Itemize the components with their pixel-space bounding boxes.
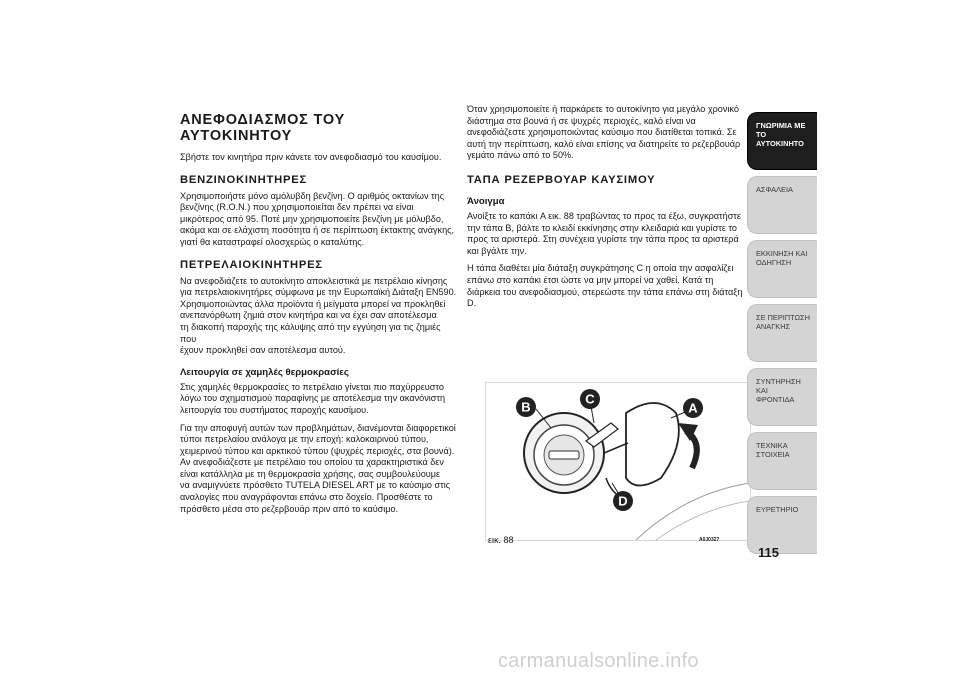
opening-paragraph-2: Η τάπα διαθέτει μία διάταξη συγκράτησης C η οποία την ασφαλίζει επάνω στο καπάκι έτσι ώστε να μην μπορεί να χαθεί. Κατά τη διάρκεια του ανεφοδιασμού, στερεώστε την τάπα επάνω στη διάταξη D. [467, 263, 743, 309]
fuel-cap-illustration [486, 383, 750, 540]
tab-safety[interactable]: ΑΣΦΑΛΕΙΑ [747, 176, 817, 234]
fuel-cap-figure [485, 382, 751, 541]
figure-caption: εικ. 88 [488, 535, 514, 545]
tab-starting-driving[interactable]: ΕΚΚΙΝΗΣΗ ΚΑΙ ΟΔΗΓΗΣΗ [747, 240, 817, 298]
tab-index[interactable]: ΕΥΡΕΤΗΡΙΟ [747, 496, 817, 554]
label-b: B [521, 399, 531, 415]
opening-paragraph-1: Ανοίξτε το καπάκι A εικ. 88 τραβώντας το προς τα έξω, συγκρατήστε την τάπα B, βάλτε το κλειδί εκκίνησης στην κλειδαριά και γυρίστε το προς τα αριστερά. Στη συνέχεια γυρίστε την τάπα προς τα αριστερά και βγάλτε την. [467, 210, 741, 256]
diesel-paragraph: Να ανεφοδιάζετε το αυτοκίνητο αποκλειστικά με πετρέλαιο κίνησης για πετρελαιοκινητήρες σύμφωνα με την Ευρωπαϊκή Διάταξη EN590. Χρησιμοποιώντας άλλα προϊόντα ή μείγματα μπορεί να προκληθεί ανεπανόρθωτη ζημιά στον κινητήρα και να έχει σαν αποτέλεσμα τη διακοπή παροχής της κάλυψης από την εγγύηση για τις ζημιές που έχουν προκληθεί σαν αποτέλεσμα αυτού. [180, 275, 457, 356]
mountain-paragraph: Όταν χρησιμοποιείτε ή παρκάρετε το αυτοκίνητο για μεγάλο χρονικό διάστημα στα βουνά ή σε ψυχρές περιοχές, καλό είναι να ανεφοδιάζεστε χρησιμοποιώντας καύσιμο που διατίθεται τοπικά. Σε αυτή την περίπτωση, καλό είναι επίσης να διατηρείτε το ρεζερβουάρ γεμάτο πάνω από το 50%. [467, 104, 741, 161]
body-line [636, 483, 750, 540]
low-temp-paragraph-2: Για την αποφυγή αυτών των προβλημάτων, διανέμονται διαφορετικοί τύποι πετρελαίου ανάλογα με την εποχή: καλοκαιρινού τύπου, χειμερινού τύπου και αρκτικού τύπου (ψυχρές περιοχές, στα βουνά). Αν ανεφοδιάζεστε με πετρέλαιο του οποίου τα χαρακτηριστικά δεν είναι κατάλληλα με τη θερμοκρασία χρήσης, σας συμβουλεύουμε να αναμιγνύετε πρόσθετο TUTELA DIESEL ART με το καύσιμο στις αναλογίες που αναγράφονται επάνω στο δοχείο. Προσθέστε το πρόσθετο μέσα στο ρεζερβουάρ πριν από το καύσιμο. [180, 422, 456, 514]
tab-maintenance[interactable]: ΣΥΝΤΗΡΗΣΗ ΚΑΙ ΦΡΟΝΤΙΔΑ [747, 368, 817, 426]
petrol-paragraph: Χρησιμοποιήστε μόνο αμόλυβδη βενζίνη. Ο αριθμός οκτανίων της βενζίνης (R.O.N.) που χρησιμοποιείται δεν πρέπει να είναι μικρότερος από 95. Ποτέ μην χρησιμοποιείτε βενζίνη με μόλυβδο, ακόμα και σε ελάχιστη ποσότητα ή σε περίπτωση έκτακτης ανάγκης, γιατί θα καταστραφεί ολοσχερώς ο καταλύτης. [180, 190, 455, 247]
figure-code: A0J0327 [699, 537, 720, 543]
tab-technical-data[interactable]: ΤΕΧΝΙΚΑ ΣΤΟΙΧΕΙΑ [747, 432, 817, 490]
diesel-heading: ΠΕΤΡΕΛΑΙΟΚΙΝΗΤΗΡΕΣ [180, 258, 323, 271]
low-temp-paragraph-1: Στις χαμηλές θερμοκρασίες το πετρέλαιο γίνεται πιο παχύρρευστο λόγω του σχηματισμού παραφίνης με αποτέλεσμα την ακανόνιστη λειτουργία του συστήματος παροχής καυσίμου. [180, 381, 446, 415]
flap-hinge [604, 443, 628, 453]
right-column [467, 104, 743, 316]
intro-paragraph: Σβήστε τον κινητήρα πριν κάνετε τον ανεφοδιασμό του καυσίμου. [180, 152, 442, 162]
left-column [180, 112, 458, 521]
watermark: carmanualsonline.info [498, 650, 699, 672]
body-line [656, 501, 750, 540]
petrol-heading: ΒΕΝΖΙΝΟΚΙΝΗΤΗΡΕΣ [180, 173, 308, 186]
chapter-tabs [747, 112, 817, 560]
label-c: C [585, 391, 595, 407]
low-temp-heading: Λειτουργία σε χαμηλές θερμοκρασίες [180, 366, 349, 378]
cap-handle [549, 451, 579, 459]
tab-know-your-car[interactable]: ΓΝΩΡΙΜΙΑ ΜΕ ΤΟ ΑΥΤΟΚΙΝΗΤΟ [747, 112, 817, 170]
label-a: A [688, 400, 698, 416]
tab-emergency[interactable]: ΣΕ ΠΕΡΙΠΤΩΣΗ ΑΝΑΓΚΗΣ [747, 304, 817, 362]
fuel-cap-heading: ΤΑΠΑ ΡΕΖΕΡΒΟΥΑΡ ΚΑΥΣΙΜΟΥ [467, 173, 656, 186]
section-title: ΑΝΕΦΟΔΙΑΣΜΟΣ ΤΟΥ ΑΥΤΟΚΙΝΗΤΟΥ [180, 112, 346, 144]
fuel-flap [626, 403, 679, 486]
opening-heading: Άνοιγμα [467, 195, 505, 207]
label-d: D [618, 493, 628, 509]
page-number: 115 [758, 545, 779, 560]
